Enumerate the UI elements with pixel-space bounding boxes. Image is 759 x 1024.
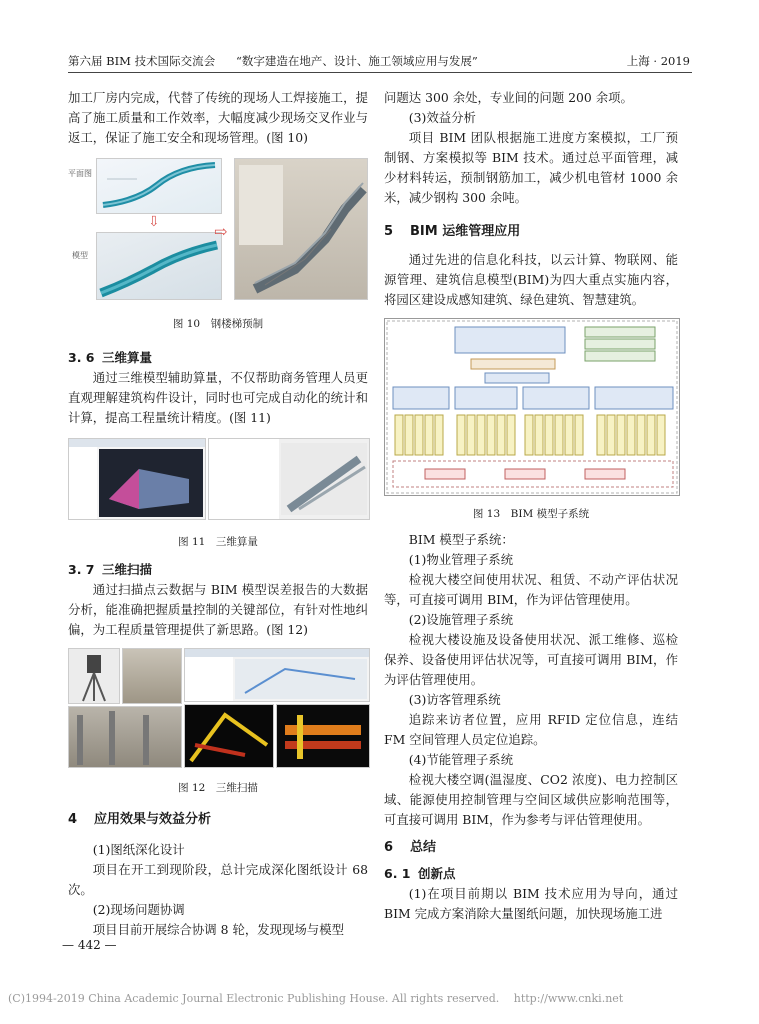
figure-label-model: 模型 bbox=[72, 251, 88, 260]
figure-10-caption: 图 10 钢楼梯预制 bbox=[172, 318, 264, 330]
right-column bbox=[384, 88, 678, 924]
bim-subsystem-diagram bbox=[384, 318, 680, 496]
paragraph: 追踪来访者位置，应用 RFID 定位信息，连结 FM 空间管理人员定位追踪。 bbox=[384, 712, 678, 747]
header-location-year: 上海 · 2019 bbox=[626, 54, 690, 68]
site-columns-drawing bbox=[69, 707, 181, 767]
cnki-watermark: (C)1994-2019 China Academic Journal Electronic Publishing House. All rights reserved. http://www.cnki.net bbox=[8, 992, 624, 1005]
figure-13-caption: 图 13 BIM 模型子系统 bbox=[472, 508, 590, 520]
arrow-right-icon: ⇨ bbox=[214, 222, 228, 241]
point-cloud-view-1 bbox=[184, 704, 274, 768]
section-6-heading: 6 总结 bbox=[384, 840, 437, 855]
paragraph: 项目在开工到现阶段，总计完成深化图纸设计 68 次。 bbox=[68, 862, 368, 897]
quantity-takeoff-screenshot bbox=[68, 438, 206, 520]
figure-label-plan: 平面图 bbox=[68, 169, 92, 178]
subsystem-architecture-drawing bbox=[385, 319, 679, 495]
stair-plan-image bbox=[96, 158, 222, 214]
point-cloud-view-2 bbox=[276, 704, 370, 768]
stair-model-image bbox=[96, 232, 222, 300]
paragraph: (1)在项目前期以 BIM 技术应用为导向，通过 BIM 完成方案消除大量图纸问题，加快现场施工进 bbox=[384, 886, 678, 921]
figure-13 bbox=[384, 318, 678, 518]
header-conference: 第六届 BIM 技术国际交流会 bbox=[68, 54, 216, 68]
page-number: — 442 — bbox=[62, 938, 117, 952]
figure-11-caption: 图 11 三维算量 bbox=[178, 536, 258, 548]
paragraph: 加工厂房内完成，代替了传统的现场人工焊接施工，提高了施工质量和工作效率，大幅度减少现场交叉作业与返工，保证了施工安全和现场管理。(图 10) bbox=[68, 90, 368, 145]
paragraph: 通过扫描点云数据与 BIM 模型误差报告的大数据分析，能准确把握质量控制的关键部位，有针对性地纠偏，为工程质量管理提供了新思路。(图 12) bbox=[68, 582, 368, 637]
list-item: (1)图纸深化设计 bbox=[92, 842, 185, 857]
point-cloud-drawing-1 bbox=[185, 705, 273, 767]
list-item: (2)设施管理子系统 bbox=[408, 612, 514, 627]
running-header bbox=[68, 48, 692, 73]
paragraph: 检视大楼设施及设备使用状况、派工维修、巡检保养、设备使用评估状况等，可直接可调用 BIM，作为评估管理使用。 bbox=[384, 632, 678, 687]
list-item: (2)现场问题协调 bbox=[92, 902, 185, 917]
stair-model-drawing bbox=[97, 233, 221, 299]
left-column bbox=[68, 88, 368, 940]
paragraph: 通过三维模型辅助算量，不仅帮助商务管理人员更直观理解建筑构件设计，同时也可完成自动化的统计和计算，提高工程量统计精度。(图 11) bbox=[68, 370, 368, 425]
stair-photo-drawing bbox=[235, 159, 367, 299]
list-item: (1)物业管理子系统 bbox=[408, 552, 514, 567]
paragraph: 检视大楼空调(温湿度、CO2 浓度)、电力控制区域、能源使用控制管理与空间区域供应影响范围等，可直接可调用 BIM，作为参考与评估管理使用。 bbox=[384, 772, 678, 827]
paragraph: 项目 BIM 团队根据施工进度方案模拟，工厂预制钢、方案模拟等 BIM 技术。通过总平面管理，减少材料转运，预制钢筋加工，减少机电管材 1000 余米，减少钢构 300 余吨。 bbox=[384, 130, 678, 205]
model-drawing bbox=[209, 439, 369, 519]
paragraph: 问题达 300 余处，专业间的问题 200 余项。 bbox=[384, 90, 633, 105]
section-5-heading: 5 BIM 运维管理应用 bbox=[384, 224, 521, 239]
site-photo-top bbox=[122, 648, 182, 704]
laser-scanner-photo bbox=[68, 648, 120, 704]
paragraph: 通过先进的信息化科技，以云计算、物联网、能源管理、建筑信息模型(BIM)为四大重点实施内容，将园区建设成感知建筑、绿色建筑、智慧建筑。 bbox=[384, 252, 678, 307]
list-item: (4)节能管理子系统 bbox=[408, 752, 514, 767]
paragraph: 项目目前开展综合协调 8 轮，发现现场与模型 bbox=[92, 922, 344, 937]
figure-12-caption: 图 12 三维扫描 bbox=[178, 782, 258, 794]
section-3-6-heading: 3. 6 三维算量 bbox=[68, 350, 153, 365]
scanner-drawing bbox=[69, 649, 119, 703]
section-3-7-heading: 3. 7 三维扫描 bbox=[68, 562, 153, 577]
list-item: (3)效益分析 bbox=[408, 110, 476, 125]
point-cloud-drawing-2 bbox=[277, 705, 369, 767]
paragraph: BIM 模型子系统： bbox=[408, 532, 514, 547]
takeoff-drawing bbox=[69, 439, 205, 519]
figure-12 bbox=[68, 648, 368, 794]
quantity-model-screenshot bbox=[208, 438, 370, 520]
figure-11 bbox=[68, 438, 368, 546]
arrow-down-icon: ⇩ bbox=[148, 214, 160, 230]
section-6-1-heading: 6. 1 创新点 bbox=[384, 866, 456, 881]
list-item: (3)访客管理系统 bbox=[408, 692, 501, 707]
header-theme: “数字建造在地产、设计、施工领域应用与发展” bbox=[236, 54, 478, 68]
section-4-heading: 4 应用效果与效益分析 bbox=[68, 812, 212, 827]
stair-photo bbox=[234, 158, 368, 300]
figure-10 bbox=[68, 158, 368, 340]
site-photo-bottom bbox=[68, 706, 182, 768]
stair-plan-drawing bbox=[97, 159, 221, 213]
software-ui-drawing bbox=[185, 649, 369, 701]
paragraph: 检视大楼空间使用状况、租赁、不动产评估状况等，可直接可调用 BIM，作为评估管理使用。 bbox=[384, 572, 678, 607]
point-cloud-software-screenshot bbox=[184, 648, 370, 702]
